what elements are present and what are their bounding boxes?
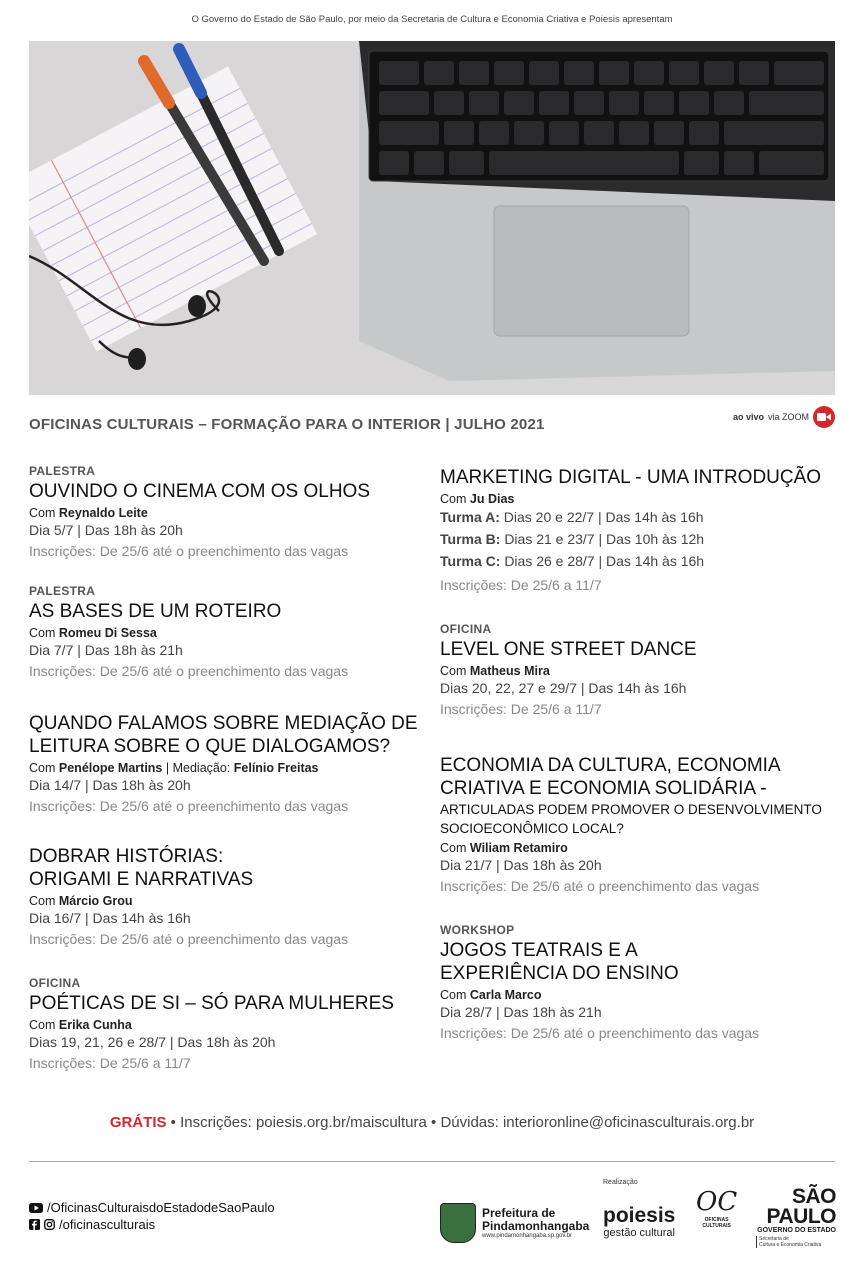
poiesis-logo: poiesis gestão cultural xyxy=(603,1204,676,1239)
free-label: GRÁTIS xyxy=(109,1114,167,1131)
event-signup: Inscrições: De 25/6 até o preenchimento das vagas xyxy=(29,931,349,947)
event-host: Com Ju Dias xyxy=(440,492,515,506)
event-signup: Inscrições: De 25/6 a 11/7 xyxy=(440,701,602,717)
event-dobrar-historias xyxy=(29,845,429,950)
event-host: Com Erika Cunha xyxy=(29,1018,132,1032)
laptop-notebook-illustration xyxy=(29,41,835,395)
event-subtitle-line2: SOCIOECONÔMICO LOCAL? xyxy=(440,821,624,836)
top-note: O Governo do Estado de São Paulo, por meio da Secretaria de Cultura e Economia Criativa e Poiesis apresentam xyxy=(191,14,673,25)
event-street-dance xyxy=(440,622,840,720)
event-title: MARKETING DIGITAL - UMA INTRODUÇÃO xyxy=(440,467,822,488)
event-host: Com Romeu Di Sessa xyxy=(29,626,157,640)
city-crest-icon xyxy=(440,1203,476,1243)
event-marketing-digital xyxy=(440,466,840,596)
event-date: Dia 5/7 | Das 18h às 20h xyxy=(29,522,183,538)
event-title-line1: JOGOS TEATRAIS E A xyxy=(440,940,638,961)
event-kind: WORKSHOP xyxy=(440,923,515,937)
event-host: Com Penélope Martins | Mediação: Felínio Freitas xyxy=(29,761,319,775)
event-signup: Inscrições: De 25/6 a 11/7 xyxy=(440,577,602,593)
camera-icon xyxy=(813,406,835,428)
footer-info xyxy=(0,1114,864,1131)
event-host: Com Matheus Mira xyxy=(440,664,550,678)
event-host: Com Carla Marco xyxy=(440,988,542,1002)
event-signup: Inscrições: De 25/6 até o preenchimento das vagas xyxy=(29,798,349,814)
hero-photo xyxy=(29,41,835,395)
event-signup: Inscrições: De 25/6 até o preenchimento das vagas xyxy=(440,1025,760,1041)
event-date: Dia 28/7 | Das 18h às 21h xyxy=(440,1004,602,1020)
turma-b: Turma B: Dias 21 e 23/7 | Das 10h às 12h xyxy=(440,531,705,547)
turma-a: Turma A: Dias 20 e 22/7 | Das 14h às 16h xyxy=(440,509,704,525)
social-links xyxy=(29,1199,275,1233)
event-economia-cultura xyxy=(440,754,840,897)
event-title: OUVINDO O CINEMA COM OS OLHOS xyxy=(29,481,370,502)
event-title-line2: LEITURA SOBRE O QUE DIALOGAMOS? xyxy=(29,736,391,757)
oficinas-culturais-logo: OC OFICINAS CULTURAIS xyxy=(696,1187,738,1229)
event-signup: Inscrições: De 25/6 a 11/7 xyxy=(29,1055,191,1071)
event-host: Com Wiliam Retamiro xyxy=(440,841,568,855)
realizacao-label: Realização xyxy=(603,1179,638,1186)
event-host: Com Márcio Grou xyxy=(29,894,133,908)
event-title: LEVEL ONE STREET DANCE xyxy=(440,639,697,660)
event-date: Dia 16/7 | Das 14h às 16h xyxy=(29,910,191,926)
event-kind: OFICINA xyxy=(29,976,81,990)
event-subtitle-line1: ARTICULADAS PODEM PROMOVER O DESENVOLVIMENTO xyxy=(440,802,822,817)
event-title: POÉTICAS DE SI – SÓ PARA MULHERES xyxy=(29,993,394,1014)
event-date: Dias 20, 22, 27 e 29/7 | Das 14h às 16h xyxy=(440,680,687,696)
event-title-line1: ECONOMIA DA CULTURA, ECONOMIA xyxy=(440,755,781,776)
event-poeticas-de-si xyxy=(29,976,429,1074)
event-date: Dia 14/7 | Das 18h às 20h xyxy=(29,777,191,793)
footer-contacts[interactable]: • Inscrições: poiesis.org.br/maiscultura • Dúvidas: interioronline@oficinasculturais.org.br xyxy=(166,1114,755,1131)
event-signup: Inscrições: De 25/6 até o preenchimento das vagas xyxy=(440,878,760,894)
event-title-line2: EXPERIÊNCIA DO ENSINO xyxy=(440,963,679,984)
left-column xyxy=(29,464,429,1096)
zoom-strong: ao vivo xyxy=(732,412,764,422)
event-kind: PALESTRA xyxy=(29,464,96,478)
turma-c: Turma C: Dias 26 e 28/7 | Das 14h às 16h xyxy=(440,553,705,569)
sao-paulo-logo: SÃO PAULO GOVERNO DO ESTADO Secretaria de Cultura e Economia Criativa xyxy=(757,1185,836,1248)
event-date: Dia 21/7 | Das 18h às 20h xyxy=(440,857,602,873)
event-ouvindo-cinema xyxy=(29,464,429,562)
event-signup: Inscrições: De 25/6 até o preenchimento das vagas xyxy=(29,543,349,559)
youtube-link[interactable]: /OficinasCulturaisdoEstadodeSaoPaulo xyxy=(29,1199,275,1216)
event-date: Dias 19, 21, 26 e 28/7 | Das 18h às 20h xyxy=(29,1034,276,1050)
facebook-instagram-link[interactable]: /oficinasculturais xyxy=(29,1216,275,1233)
event-jogos-teatrais xyxy=(440,923,840,1044)
event-host: Com Reynaldo Leite xyxy=(29,506,148,520)
event-title-line2: CRIATIVA E ECONOMIA SOLIDÁRIA - xyxy=(440,778,767,799)
event-title: AS BASES DE UM ROTEIRO xyxy=(29,601,282,622)
event-title-line2: ORIGAMI E NARRATIVAS xyxy=(29,869,254,890)
event-bases-roteiro xyxy=(29,584,429,682)
right-column xyxy=(440,466,840,1066)
divider xyxy=(29,1161,835,1162)
prefeitura-logo: Prefeitura de Pindamonhangaba www.pindamonhangaba.sp.gov.br xyxy=(440,1203,589,1243)
event-kind: PALESTRA xyxy=(29,584,96,598)
program-heading: OFICINAS CULTURAIS – FORMAÇÃO PARA O INTERIOR | JULHO 2021 xyxy=(29,416,545,433)
facebook-icon xyxy=(29,1219,40,1230)
event-signup: Inscrições: De 25/6 até o preenchimento das vagas xyxy=(29,663,349,679)
event-date: Dia 7/7 | Das 18h às 21h xyxy=(29,642,183,658)
event-title-line1: DOBRAR HISTÓRIAS: xyxy=(29,846,224,867)
event-kind: OFICINA xyxy=(440,622,492,636)
event-title-line1: QUANDO FALAMOS SOBRE MEDIAÇÃO DE xyxy=(29,713,418,734)
zoom-text: via ZOOM xyxy=(767,412,809,422)
youtube-icon xyxy=(29,1203,43,1213)
instagram-icon xyxy=(44,1219,55,1230)
event-mediacao-leitura xyxy=(29,712,429,817)
zoom-label xyxy=(733,406,835,428)
